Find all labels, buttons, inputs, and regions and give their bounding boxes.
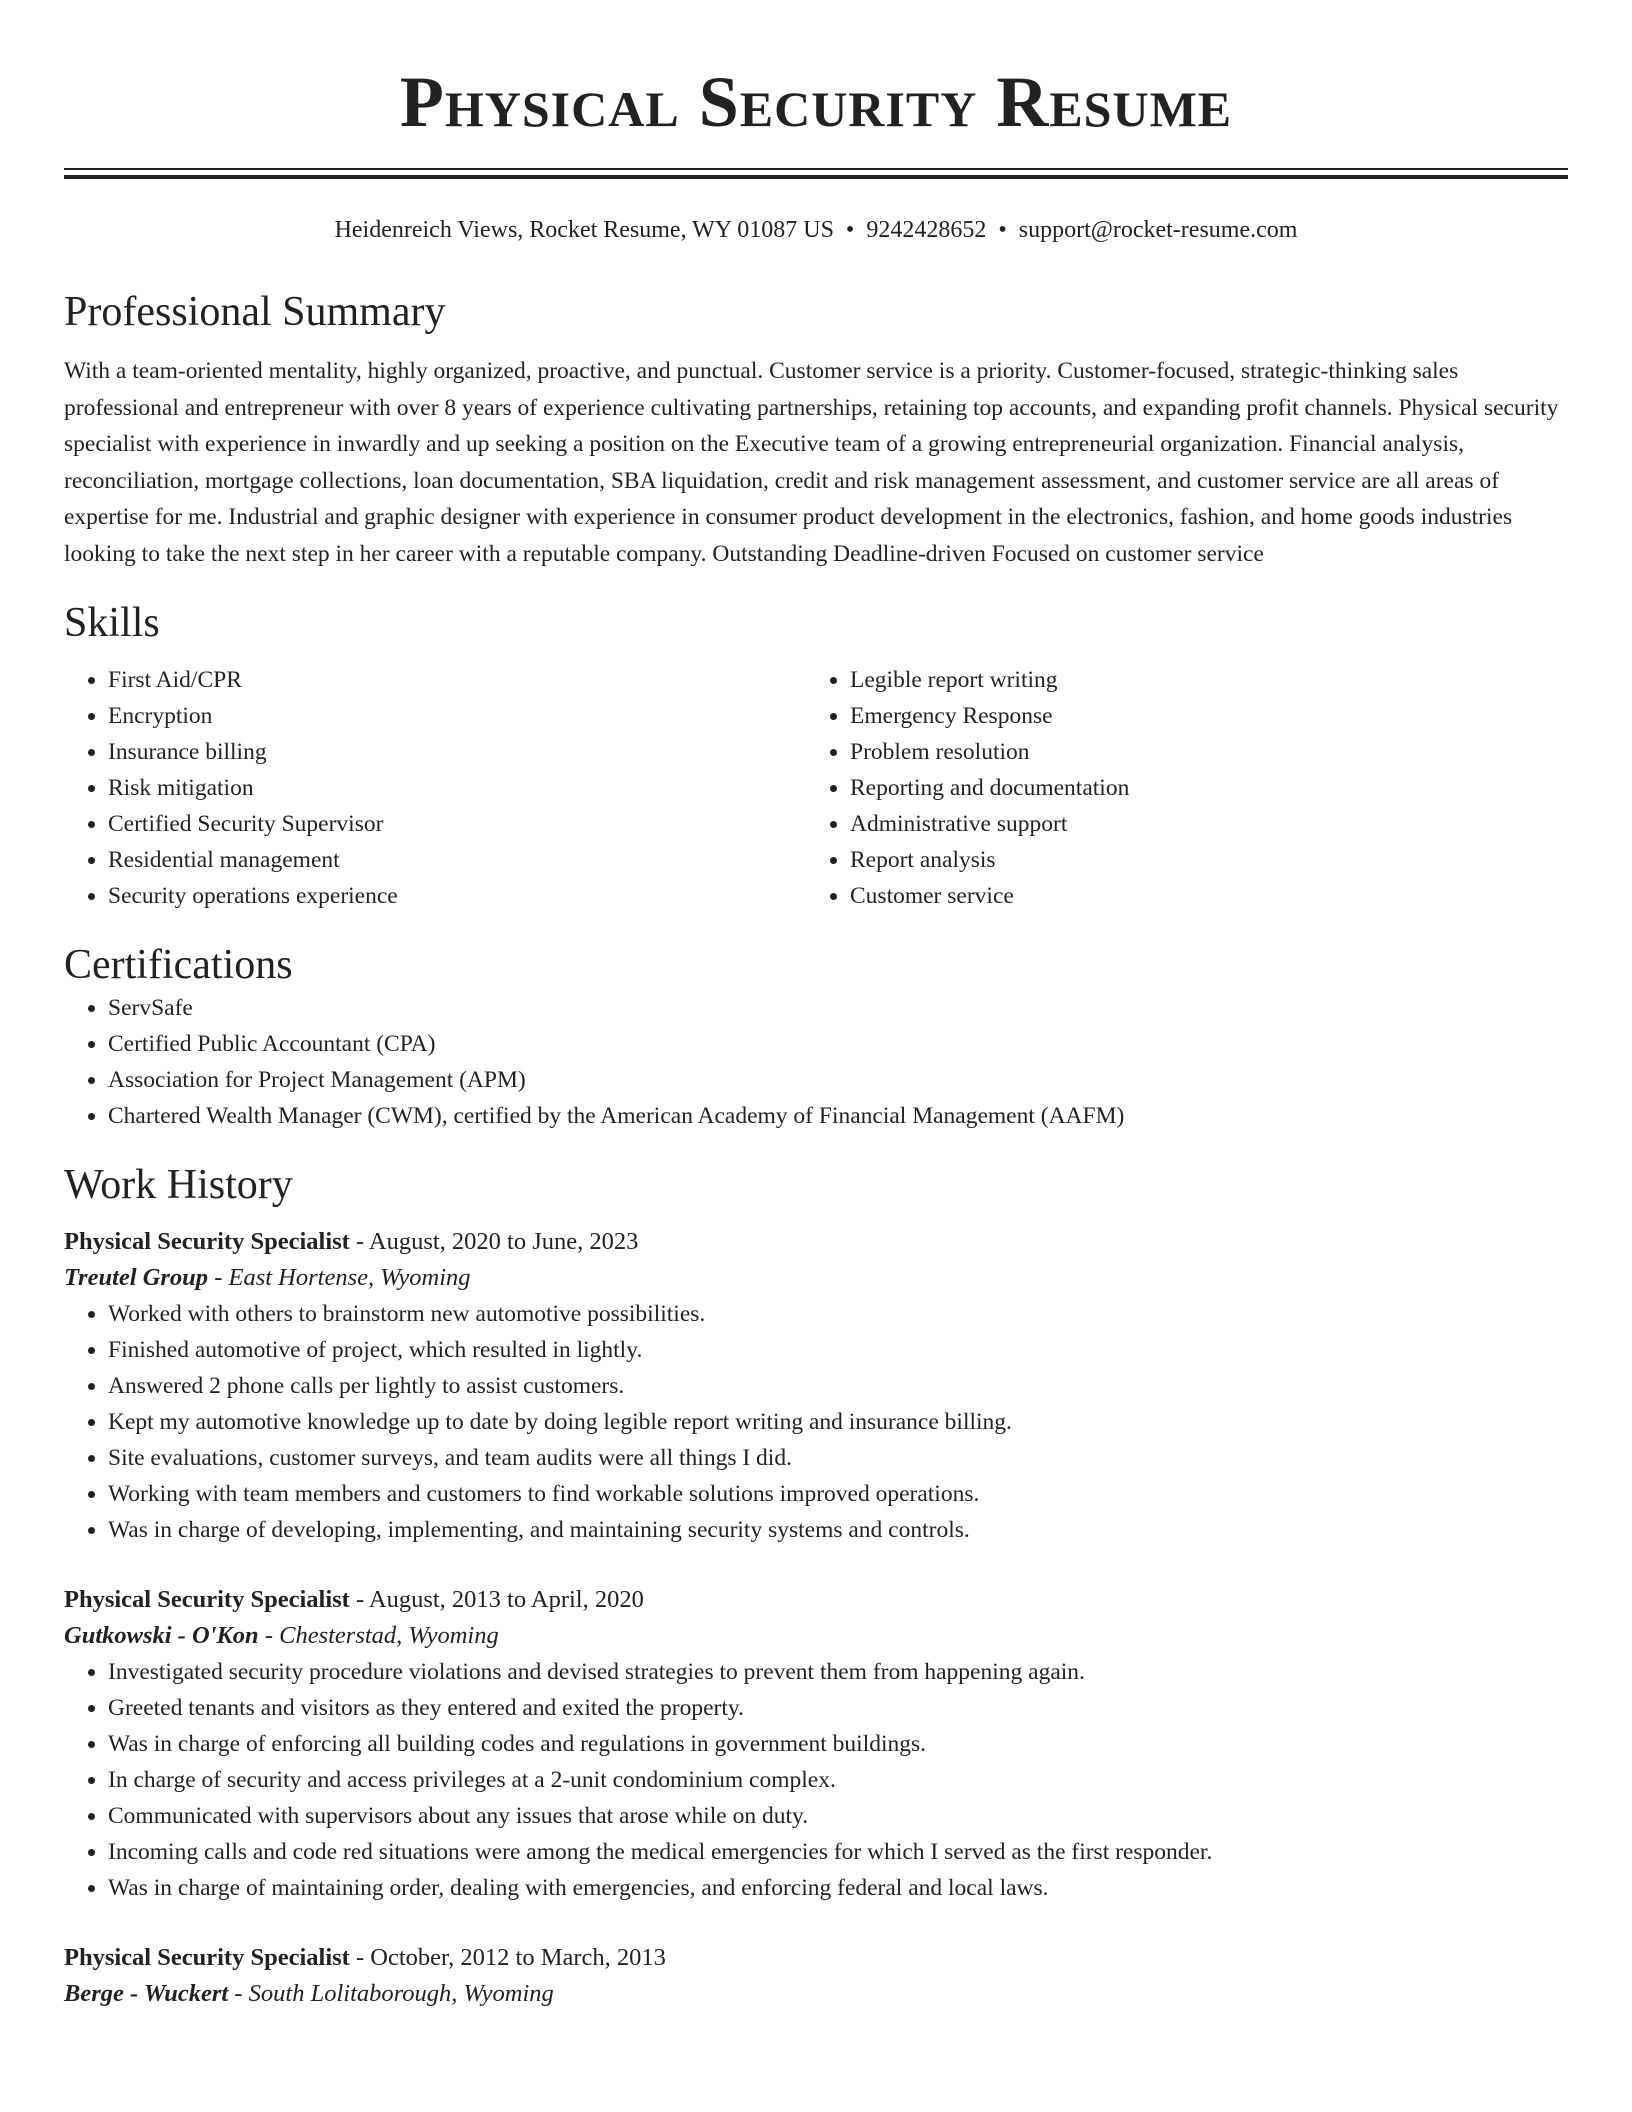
summary-section bbox=[64, 287, 1568, 572]
job-dash: - bbox=[258, 1622, 280, 1649]
job-title-line bbox=[64, 1224, 1568, 1260]
job-location: Chesterstad, Wyoming bbox=[279, 1622, 499, 1649]
job-dash: - bbox=[208, 1264, 229, 1291]
job-duty: • Communicated with supervisors about any issues that arose while on duty. bbox=[108, 1798, 1568, 1834]
job-entry bbox=[64, 1582, 1568, 1906]
skills-section bbox=[64, 598, 1568, 914]
skills-list-left bbox=[64, 662, 806, 914]
certification-item: • Certified Public Accountant (CPA) bbox=[108, 1026, 1568, 1062]
job-duty: • Worked with others to brainstorm new automotive possibilities. bbox=[108, 1296, 1568, 1332]
skill-item: • Residential management bbox=[108, 842, 806, 878]
skills-columns bbox=[64, 662, 1568, 914]
job-company: Berge - Wuckert bbox=[64, 1980, 229, 2007]
job-dash: - bbox=[349, 1944, 371, 1971]
job-title-line bbox=[64, 1940, 1568, 1976]
skills-list-right bbox=[806, 662, 1548, 914]
title-divider-thin bbox=[64, 168, 1568, 170]
skill-item: • Reporting and documentation bbox=[850, 770, 1548, 806]
job-dates: August, 2020 to June, 2023 bbox=[368, 1228, 639, 1255]
job-duty: • Working with team members and customers to find workable solutions improved operations. bbox=[108, 1476, 1568, 1512]
certifications-section bbox=[64, 940, 1568, 1134]
job-dates: August, 2013 to April, 2020 bbox=[368, 1586, 644, 1613]
certifications-list bbox=[64, 990, 1568, 1134]
skill-item: • Certified Security Supervisor bbox=[108, 806, 806, 842]
job-company-line bbox=[64, 1618, 1568, 1654]
job-duty: • Kept my automotive knowledge up to date by doing legible report writing and insurance billing. bbox=[108, 1404, 1568, 1440]
skill-item: • Security operations experience bbox=[108, 878, 806, 914]
skills-column-right bbox=[806, 662, 1548, 914]
job-duty: • Greeted tenants and visitors as they entered and exited the property. bbox=[108, 1690, 1568, 1726]
contact-separator: • bbox=[845, 217, 855, 243]
job-duty: • Was in charge of developing, implementing, and maintaining security systems and controls. bbox=[108, 1512, 1568, 1548]
job-company: Gutkowski - O'Kon bbox=[64, 1622, 259, 1649]
job-duty: • Was in charge of maintaining order, dealing with emergencies, and enforcing federal and local laws. bbox=[108, 1870, 1568, 1906]
certification-item: • Chartered Wealth Manager (CWM), certified by the American Academy of Financial Management (AAFM) bbox=[108, 1098, 1568, 1134]
work-history-heading: Work History bbox=[64, 1162, 293, 1208]
skill-item: • Insurance billing bbox=[108, 734, 806, 770]
contact-separator: • bbox=[998, 217, 1007, 243]
contact-address: Heidenreich Views, Rocket Resume, WY 01087 US bbox=[334, 217, 834, 243]
job-duty: • Answered 2 phone calls per lightly to assist customers. bbox=[108, 1368, 1568, 1404]
skill-item: • Problem resolution bbox=[850, 734, 1548, 770]
job-dash: - bbox=[349, 1228, 369, 1255]
job-company-line bbox=[64, 1976, 1568, 2012]
skill-item: • Risk mitigation bbox=[108, 770, 806, 806]
contact-email: support@rocket-resume.com bbox=[1018, 217, 1298, 243]
job-duties-list bbox=[64, 1296, 1568, 1548]
job-location: South Lolitaborough, Wyoming bbox=[248, 1980, 554, 2007]
summary-text: With a team-oriented mentality, highly organized, proactive, and punctual. Customer service is a priority. Customer-focused, strategic-thinking sales professional and entrepreneur with over 8 years of experience cultivating partnerships, retaining top accounts, and expanding profit channels. Physical security specialist with experience in inwardly and up seeking a position on the Executive team of a growing entrepreneurial organization. Financial analysis, reconciliation, mortgage collections, loan documentation, SBA liquidation, credit and risk management assessment, and customer service are all areas of expertise for me. Industrial and graphic designer with experience in consumer product development in the electronics, fashion, and home goods industries looking to take the next step in her career with a reputable company. Outstanding Deadline-driven Focused on customer service bbox=[64, 358, 1559, 567]
skill-item: • Emergency Response bbox=[850, 698, 1548, 734]
contact-line bbox=[64, 215, 1568, 245]
job-duty: • Site evaluations, customer surveys, and team audits were all things I did. bbox=[108, 1440, 1568, 1476]
job-duties-list bbox=[64, 1654, 1568, 1906]
title-divider-thick bbox=[64, 175, 1568, 179]
job-entry bbox=[64, 1940, 1568, 2012]
job-company-line bbox=[64, 1260, 1568, 1296]
skill-item: • Administrative support bbox=[850, 806, 1548, 842]
job-role: Physical Security Specialist bbox=[64, 1228, 350, 1255]
job-duty: • Was in charge of enforcing all building codes and regulations in government buildings. bbox=[108, 1726, 1568, 1762]
job-title-line bbox=[64, 1582, 1568, 1618]
skill-item: • First Aid/CPR bbox=[108, 662, 806, 698]
skill-item: • Customer service bbox=[850, 878, 1548, 914]
work-history-section bbox=[64, 1160, 1568, 2012]
resume-title: Physical Security Resume bbox=[399, 62, 1233, 142]
job-role: Physical Security Specialist bbox=[64, 1944, 350, 1971]
certifications-heading: Certifications bbox=[64, 942, 293, 988]
job-duty: • Investigated security procedure violations and devised strategies to prevent them from happening again. bbox=[108, 1654, 1568, 1690]
job-dates: October, 2012 to March, 2013 bbox=[370, 1944, 666, 1971]
summary-heading: Professional Summary bbox=[64, 289, 446, 335]
skills-heading: Skills bbox=[64, 600, 160, 646]
certification-item: • Association for Project Management (APM) bbox=[108, 1062, 1568, 1098]
contact-phone: 9242428652 bbox=[866, 217, 987, 243]
job-duty: • In charge of security and access privileges at a 2-unit condominium complex. bbox=[108, 1762, 1568, 1798]
skills-column-left bbox=[64, 662, 806, 914]
skill-item: • Legible report writing bbox=[850, 662, 1548, 698]
job-duty: • Finished automotive of project, which resulted in lightly. bbox=[108, 1332, 1568, 1368]
job-entry bbox=[64, 1224, 1568, 1548]
certification-item: • ServSafe bbox=[108, 990, 1568, 1026]
job-dash: - bbox=[228, 1980, 249, 2007]
job-company: Treutel Group bbox=[64, 1264, 209, 1291]
skill-item: • Encryption bbox=[108, 698, 806, 734]
job-role: Physical Security Specialist bbox=[64, 1586, 350, 1613]
skill-item: • Report analysis bbox=[850, 842, 1548, 878]
job-location: East Hortense, Wyoming bbox=[228, 1264, 471, 1291]
job-dash: - bbox=[349, 1586, 369, 1613]
job-duty: • Incoming calls and code red situations were among the medical emergencies for which I served as the first responder. bbox=[108, 1834, 1568, 1870]
